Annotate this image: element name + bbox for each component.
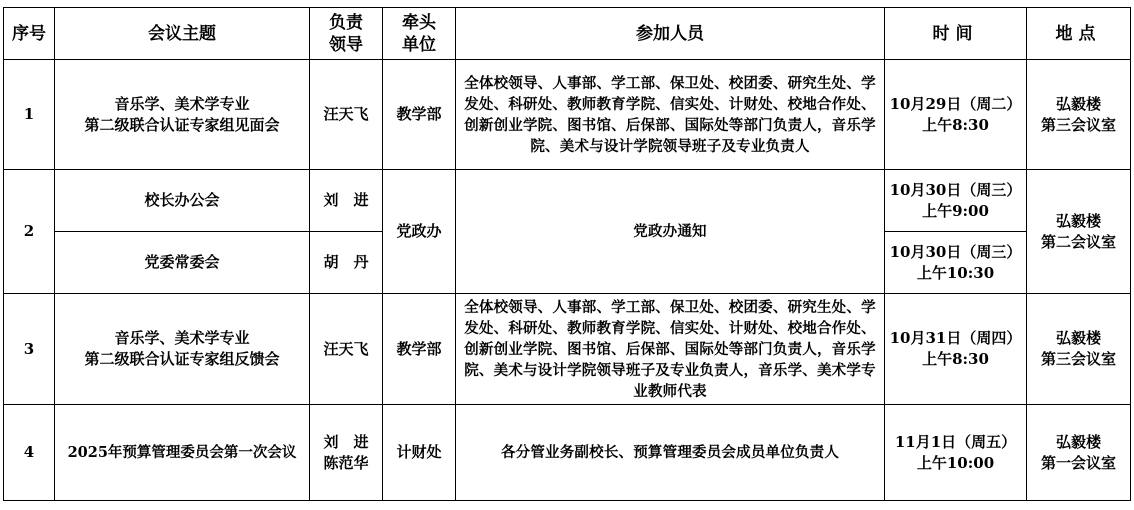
row-number: 3 <box>4 294 55 405</box>
meeting-time <box>885 60 1027 170</box>
row-number: 1 <box>4 60 55 170</box>
responsible-leader <box>310 405 383 501</box>
responsible-leader-line2: 陈范华 <box>323 453 369 472</box>
table-row <box>4 60 1131 170</box>
meeting-topic: 校长办公会 <box>55 170 310 232</box>
table-row <box>4 294 1131 405</box>
meeting-topic <box>55 60 310 170</box>
attendees: 党政办通知 <box>456 170 885 294</box>
meeting-hour: 上午9:00 <box>922 201 989 220</box>
header-topic: 会议主题 <box>55 8 310 60</box>
meeting-topic <box>55 294 310 405</box>
responsible-leader: 胡 丹 <box>310 232 383 294</box>
meeting-building: 弘毅楼 <box>1055 432 1101 451</box>
meeting-date: 10月31日（周四） <box>889 329 1022 347</box>
meeting-room: 第三会议室 <box>1040 350 1116 368</box>
meeting-time <box>885 294 1027 405</box>
responsible-leader: 刘 进 <box>310 170 383 232</box>
responsible-leader: 汪天飞 <box>310 60 383 170</box>
header-place: 地点 <box>1027 8 1131 60</box>
meeting-schedule-table <box>3 7 1131 501</box>
meeting-place <box>1027 170 1131 294</box>
meeting-room: 第三会议室 <box>1040 115 1116 134</box>
meeting-place <box>1027 294 1131 405</box>
lead-unit: 党政办 <box>383 170 456 294</box>
header-unit-line1: 牵头 <box>402 12 436 33</box>
meeting-hour: 上午10:30 <box>916 263 995 282</box>
meeting-time <box>885 232 1027 294</box>
meeting-topic: 党委常委会 <box>55 232 310 294</box>
table-row <box>4 170 1131 232</box>
header-leader <box>310 8 383 60</box>
responsible-leader-line1: 刘 进 <box>323 432 369 451</box>
row-number: 4 <box>4 405 55 501</box>
header-time: 时间 <box>885 8 1027 60</box>
meeting-time <box>885 405 1027 501</box>
meeting-date: 10月29日（周二） <box>889 94 1022 113</box>
header-unit <box>383 8 456 60</box>
meeting-building: 弘毅楼 <box>1055 211 1101 230</box>
meeting-building: 弘毅楼 <box>1055 329 1101 347</box>
meeting-topic: 2025年预算管理委员会第一次会议 <box>55 405 310 501</box>
meeting-place <box>1027 60 1131 170</box>
row-number: 2 <box>4 170 55 294</box>
header-attendees: 参加人员 <box>456 8 885 60</box>
meeting-topic-line1: 音乐学、美术学专业 <box>114 329 250 347</box>
header-no: 序号 <box>4 8 55 60</box>
meeting-topic-line1: 音乐学、美术学专业 <box>114 94 250 113</box>
attendees: 全体校领导、人事部、学工部、保卫处、校团委、研究生处、学发处、科研处、教师教育学院、信实处、计财处、校地合作处、创新创业学院、图书馆、后保部、国际处等部门负责人，音乐学院、美术与设计学院领导班子及专业负责人 <box>456 60 885 170</box>
meeting-date: 10月30日（周三） <box>889 242 1022 261</box>
meeting-hour: 上午10:00 <box>916 453 995 472</box>
meeting-building: 弘毅楼 <box>1055 94 1101 113</box>
meeting-room: 第一会议室 <box>1040 453 1116 472</box>
meeting-room: 第二会议室 <box>1040 232 1116 251</box>
attendees: 各分管业务副校长、预算管理委员会成员单位负责人 <box>456 405 885 501</box>
header-leader-line2: 领导 <box>329 34 363 55</box>
lead-unit: 教学部 <box>383 294 456 405</box>
meeting-hour: 上午8:30 <box>922 350 989 368</box>
meeting-topic-line2: 第二级联合认证专家组见面会 <box>84 115 280 134</box>
header-unit-line2: 单位 <box>402 34 436 55</box>
meeting-hour: 上午8:30 <box>922 115 989 134</box>
lead-unit: 教学部 <box>383 60 456 170</box>
meeting-place <box>1027 405 1131 501</box>
meeting-date: 11月1日（周五） <box>894 432 1017 451</box>
lead-unit: 计财处 <box>383 405 456 501</box>
responsible-leader: 汪天飞 <box>310 294 383 405</box>
meeting-time <box>885 170 1027 232</box>
attendees: 全体校领导、人事部、学工部、保卫处、校团委、研究生处、学发处、科研处、教师教育学院、信实处、计财处、校地合作处、创新创业学院、图书馆、后保部、国际处等部门负责人，音乐学院、美术与设计学院领导班子及专业负责人，音乐学、美术学专业教师代表 <box>456 294 885 405</box>
table-row <box>4 405 1131 501</box>
meeting-date: 10月30日（周三） <box>889 180 1022 199</box>
meeting-topic-line2: 第二级联合认证专家组反馈会 <box>84 350 280 368</box>
header-leader-line1: 负责 <box>329 12 363 33</box>
header-row <box>4 8 1131 60</box>
